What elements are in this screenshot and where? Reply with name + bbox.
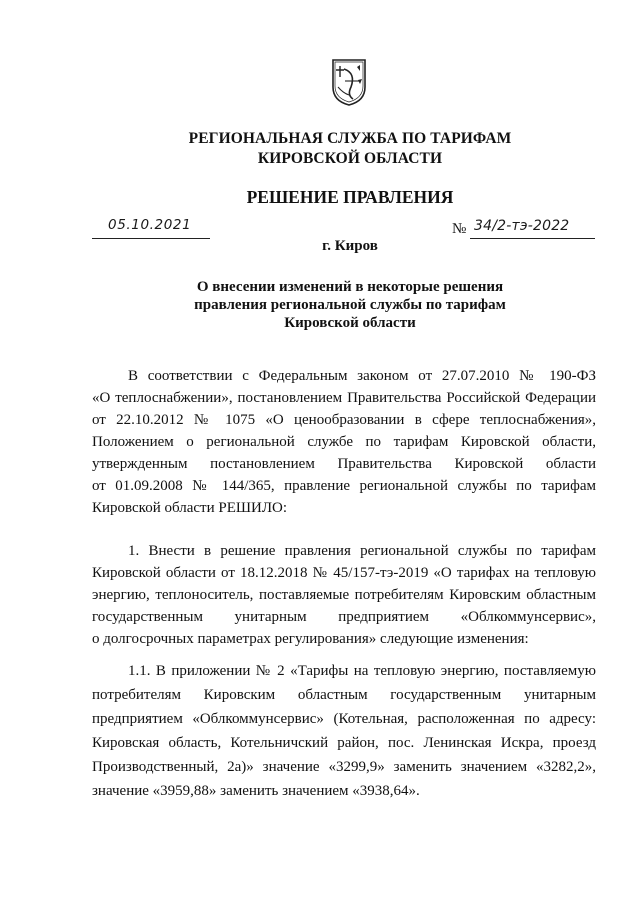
body-line: о долгосрочных параметрах регулирования» следующие изменения: [92, 631, 529, 647]
body-line: В соответствии с Федеральным законом от 27.07.2010 № 190-ФЗ [128, 368, 596, 384]
subject-line: правления региональной службы по тарифам [194, 297, 506, 313]
body-line: от 22.10.2012 № 1075 «О ценообразовании в сфере теплоснабжения», [92, 412, 596, 428]
body-line: значение «3959,88» заменить значением «3938,64». [92, 783, 420, 799]
org-name-line-1: РЕГИОНАЛЬНАЯ СЛУЖБА ПО ТАРИФАМ [188, 130, 512, 147]
body-line: Кировская область, Котельничский район, пос. Ленинская Искра, проезд [92, 735, 596, 751]
body-line: Кировской области от 18.12.2018 № 45/157-тэ-2019 «О тарифах на тепловую [92, 565, 596, 581]
body-line: «О теплоснабжении», постановлением Правительства Российской Федерации [92, 390, 596, 406]
org-name-line-2: КИРОВСКОЙ ОБЛАСТИ [257, 150, 443, 167]
body-line: 1.1. В приложении № 2 «Тарифы на тепловую энергию, поставляемую [128, 663, 596, 679]
number-label: № [452, 221, 467, 237]
body-line: от 01.09.2008 № 144/365, правление региональной службы по тарифам [92, 478, 596, 494]
body-line: Производственный, 2а)» значение «3299,9» заменить значением «3282,2», [92, 759, 596, 775]
document-subject [150, 278, 550, 332]
coat-of-arms-icon [329, 57, 369, 107]
subject-line: Кировской области [284, 315, 416, 331]
body-line: Кировской области РЕШИЛО: [92, 500, 288, 516]
document-title: РЕШЕНИЕ ПРАВЛЕНИЯ [246, 187, 454, 207]
city: г. Киров [322, 238, 378, 254]
body-line: государственным унитарным предприятием «Облкоммунсервис», [92, 609, 596, 625]
document-date: 05.10.2021 [108, 217, 192, 233]
subject-line: О внесении изменений в некоторые решения [196, 279, 504, 295]
document-number: 34/2-тэ-2022 [474, 218, 570, 234]
body-line: Положением о региональной службе по тарифам Кировской области, [92, 434, 596, 450]
body-line: утвержденным постановлением Правительства Кировской области [92, 456, 596, 472]
body-line: потребителям Кировским областным государственным унитарным [92, 687, 596, 703]
body-line: предприятием «Облкоммунсервис» (Котельная, расположенная по адресу: [92, 711, 596, 727]
body-line: 1. Внести в решение правления региональной службы по тарифам [128, 543, 596, 559]
body-line: энергию, теплоноситель, поставляемые потребителям Кировским областным [92, 587, 596, 603]
